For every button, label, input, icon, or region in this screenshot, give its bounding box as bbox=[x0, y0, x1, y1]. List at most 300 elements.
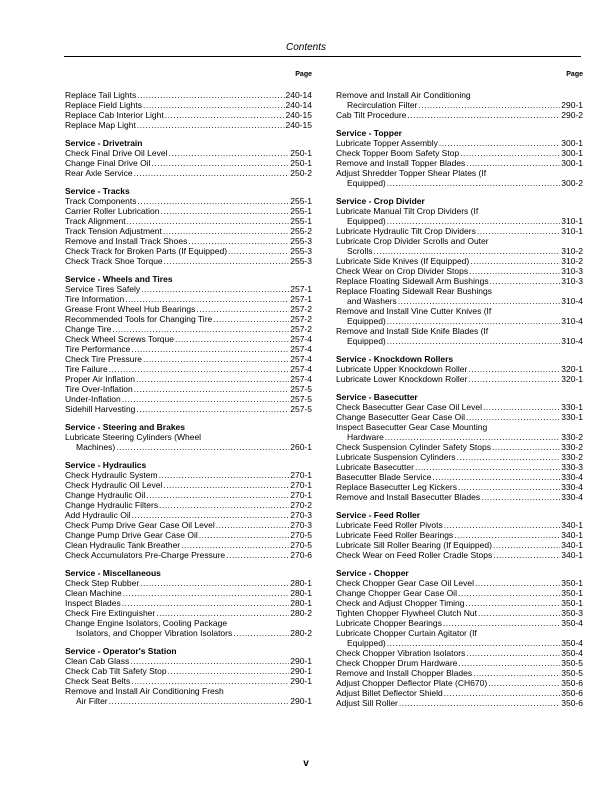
toc-entry-page: 350-1 bbox=[561, 578, 583, 588]
dot-leader bbox=[169, 148, 290, 158]
toc-entry-title: Change Engine Isolators, Cooling Package bbox=[65, 618, 228, 628]
toc-entry-title: Equipped) bbox=[347, 216, 386, 226]
toc-entry-page: 257-2 bbox=[290, 324, 312, 334]
toc-entry-page: 257-4 bbox=[290, 334, 312, 344]
toc-entry[interactable] bbox=[336, 540, 583, 550]
toc-entry-title: Clean Hydraulic Tank Breather bbox=[65, 540, 181, 550]
toc-entry-page: 350-5 bbox=[561, 668, 583, 678]
dot-leader bbox=[468, 374, 560, 384]
toc-entry[interactable] bbox=[336, 110, 583, 120]
section-heading: Service - Tracks bbox=[65, 186, 130, 196]
dot-leader bbox=[138, 196, 290, 206]
toc-entry-title: Clean Cab Glass bbox=[65, 656, 130, 666]
toc-entry[interactable] bbox=[65, 550, 312, 560]
dot-leader bbox=[432, 472, 560, 482]
toc-entry[interactable] bbox=[336, 364, 583, 374]
intro-entries bbox=[336, 90, 583, 120]
intro-entries bbox=[65, 90, 312, 130]
toc-entry[interactable] bbox=[65, 158, 312, 168]
toc-entry[interactable] bbox=[336, 422, 583, 442]
toc-entry-page: 257-4 bbox=[290, 354, 312, 364]
toc-entry[interactable] bbox=[65, 374, 312, 384]
toc-entry[interactable] bbox=[65, 100, 312, 110]
toc-entry-title: Check Track Shoe Torque bbox=[65, 256, 163, 266]
toc-entry[interactable] bbox=[65, 354, 312, 364]
toc-entry[interactable] bbox=[65, 510, 312, 520]
toc-entry[interactable] bbox=[65, 686, 312, 706]
toc-entry[interactable] bbox=[65, 324, 312, 334]
toc-entry-page: 257-5 bbox=[290, 384, 312, 394]
toc-entry[interactable] bbox=[65, 304, 312, 314]
toc-entry-title: Lubricate Lower Knockdown Roller bbox=[336, 374, 468, 384]
toc-entry[interactable] bbox=[65, 196, 312, 206]
toc-entry[interactable] bbox=[65, 256, 312, 266]
toc-entry[interactable] bbox=[336, 236, 583, 256]
toc-entry[interactable] bbox=[336, 276, 583, 286]
dot-leader bbox=[233, 628, 289, 638]
toc-entry-page: 340-1 bbox=[561, 540, 583, 550]
toc-entry-page: 350-4 bbox=[561, 638, 583, 648]
toc-entry-page: 330-1 bbox=[561, 412, 583, 422]
toc-entry[interactable] bbox=[336, 668, 583, 678]
toc-entry-title: Machines) bbox=[76, 442, 116, 452]
toc-entry-title: Remove and Install Chopper Blades bbox=[336, 668, 473, 678]
toc-entry-page: 257-5 bbox=[290, 404, 312, 414]
dot-leader bbox=[164, 256, 290, 266]
toc-entry-page: 330-1 bbox=[561, 402, 583, 412]
sections bbox=[336, 128, 583, 708]
dot-leader bbox=[444, 520, 560, 530]
toc-entry-title: Replace Map Light bbox=[65, 120, 136, 130]
toc-entry[interactable] bbox=[65, 500, 312, 510]
dot-leader bbox=[134, 384, 290, 394]
toc-entry-title: Replace Field Lights bbox=[65, 100, 143, 110]
toc-entry[interactable] bbox=[65, 432, 312, 452]
toc-entry[interactable] bbox=[65, 246, 312, 256]
dot-leader bbox=[466, 412, 560, 422]
dot-leader bbox=[216, 520, 289, 530]
toc-entry-page: 255-1 bbox=[290, 196, 312, 206]
toc-entry-title: Remove and Install Air Conditioning bbox=[336, 90, 471, 100]
dot-leader bbox=[143, 100, 285, 110]
toc-entry-page: 340-1 bbox=[561, 530, 583, 540]
toc-entry-page: 255-1 bbox=[290, 206, 312, 216]
toc-entry[interactable] bbox=[65, 540, 312, 550]
toc-entry-page: 350-6 bbox=[561, 688, 583, 698]
toc-entry[interactable] bbox=[336, 550, 583, 560]
toc-entry[interactable] bbox=[336, 598, 583, 608]
toc-entry-page: 340-1 bbox=[561, 520, 583, 530]
section-heading: Service - Miscellaneous bbox=[65, 568, 161, 578]
toc-entry-title: Change Hydraulic Oil bbox=[65, 490, 146, 500]
toc-entry-title: Cab Tilt Procedure bbox=[336, 110, 407, 120]
dot-leader bbox=[454, 530, 560, 540]
dot-leader bbox=[387, 178, 560, 188]
toc-entry[interactable] bbox=[65, 90, 312, 100]
toc-entry[interactable] bbox=[65, 480, 312, 490]
toc-entry-title: Remove and Install Topper Blades bbox=[336, 158, 466, 168]
toc-entry-page: 310-1 bbox=[561, 226, 583, 236]
toc-entry-title: Check Wear on Crop Divider Stops bbox=[336, 266, 469, 276]
toc-entry[interactable] bbox=[65, 598, 312, 608]
toc-entry-page: 257-4 bbox=[290, 344, 312, 354]
section-heading: Service - Operator's Station bbox=[65, 646, 177, 656]
toc-entry[interactable] bbox=[336, 530, 583, 540]
toc-entry-title: Check Suspension Cylinder Safety Stops bbox=[336, 442, 491, 452]
toc-entry-title: Change Hydraulic Filters bbox=[65, 500, 159, 510]
toc-entry-title: Check Step Rubber bbox=[65, 578, 140, 588]
dot-leader bbox=[481, 492, 560, 502]
toc-entry-title: Track Alignment bbox=[65, 216, 126, 226]
toc-entry-page: 310-3 bbox=[561, 276, 583, 286]
toc-entry-page: 350-6 bbox=[561, 698, 583, 708]
toc-entry-page: 257-4 bbox=[290, 364, 312, 374]
toc-entry-title: Lubricate Chopper Bearings bbox=[336, 618, 442, 628]
toc-entry-title: Under-Inflation bbox=[65, 394, 121, 404]
toc-entry-title: Check Accumulators Pre-Charge Pressure bbox=[65, 550, 226, 560]
toc-entry-title: Lubricate Side Knives (If Equipped) bbox=[336, 256, 470, 266]
toc-entry-title: Inspect Blades bbox=[65, 598, 121, 608]
toc-entry-page: 310-4 bbox=[561, 316, 583, 326]
toc-entry-page: 300-1 bbox=[561, 148, 583, 158]
toc-entry-page: 270-1 bbox=[290, 480, 312, 490]
toc-entry-title: Check Chopper Gear Case Oil Level bbox=[336, 578, 474, 588]
toc-entry[interactable] bbox=[65, 384, 312, 394]
toc-entry[interactable] bbox=[65, 236, 312, 246]
toc-entry[interactable] bbox=[65, 148, 312, 158]
toc-entry[interactable] bbox=[65, 120, 312, 130]
toc-entry-title: Track Tension Adjustment bbox=[65, 226, 162, 236]
toc-entry-page: 290-1 bbox=[290, 656, 312, 666]
toc-entry-page: 280-1 bbox=[290, 588, 312, 598]
toc-entry-title: Lubricate Steering Cylinders (Wheel bbox=[65, 432, 202, 442]
toc-entry-page: 350-1 bbox=[561, 598, 583, 608]
toc-entry-title: Lubricate Upper Knockdown Roller bbox=[336, 364, 468, 374]
toc-entry-page: 240-14 bbox=[285, 90, 312, 100]
toc-entry-title: Lubricate Sill Roller Bearing (If Equipped) bbox=[336, 540, 492, 550]
toc-entry-title: Replace Floating Sidewall Arm Bushings bbox=[336, 276, 489, 286]
toc-entry-page: 330-4 bbox=[561, 472, 583, 482]
toc-entry[interactable] bbox=[65, 666, 312, 676]
toc-entry[interactable] bbox=[65, 344, 312, 354]
toc-entry[interactable] bbox=[65, 334, 312, 344]
dot-leader bbox=[163, 480, 289, 490]
toc-entry-title: Change Chopper Gear Case Oil bbox=[336, 588, 457, 598]
page-number: v bbox=[303, 758, 309, 769]
toc-entry-page: 290-1 bbox=[290, 666, 312, 676]
toc-entry-page: 270-6 bbox=[290, 550, 312, 560]
dot-leader bbox=[492, 442, 560, 452]
dot-leader bbox=[228, 246, 289, 256]
toc-entry-title: Check Topper Boom Safety Stop bbox=[336, 148, 460, 158]
toc-entry-title: Carrier Roller Lubrication bbox=[65, 206, 160, 216]
toc-entry[interactable] bbox=[336, 286, 583, 306]
toc-entry[interactable] bbox=[336, 482, 583, 492]
toc-column-right bbox=[336, 68, 583, 708]
section-heading: Service - Topper bbox=[336, 128, 402, 138]
toc-entry-page: 255-3 bbox=[290, 246, 312, 256]
toc-entry-title: Remove and Install Basecutter Blades bbox=[336, 492, 481, 502]
toc-entry-title: Lubricate Manual Tilt Crop Dividers (If bbox=[336, 206, 479, 216]
dot-leader bbox=[127, 216, 290, 226]
toc-entry-title: Inspect Basecutter Gear Case Mounting bbox=[336, 422, 488, 432]
toc-entry[interactable] bbox=[65, 394, 312, 404]
toc-entry-page: 300-2 bbox=[561, 178, 583, 188]
toc-entry[interactable] bbox=[336, 158, 583, 168]
toc-entry[interactable] bbox=[336, 306, 583, 326]
toc-entry-page: 257-1 bbox=[290, 294, 312, 304]
toc-entry[interactable] bbox=[336, 90, 583, 110]
toc-entry[interactable] bbox=[65, 656, 312, 666]
toc-entry[interactable] bbox=[336, 628, 583, 648]
toc-entry[interactable] bbox=[65, 364, 312, 374]
dot-leader bbox=[418, 100, 560, 110]
dot-leader bbox=[160, 206, 289, 216]
toc-entry[interactable] bbox=[336, 698, 583, 708]
dot-leader bbox=[213, 314, 289, 324]
toc-entry[interactable] bbox=[65, 530, 312, 540]
toc-entry-page: 270-5 bbox=[290, 540, 312, 550]
dot-leader bbox=[458, 588, 560, 598]
toc-entry[interactable] bbox=[65, 490, 312, 500]
toc-entry-title: Equipped) bbox=[347, 336, 386, 346]
toc-entry-page: 270-5 bbox=[290, 530, 312, 540]
toc-entry[interactable] bbox=[336, 608, 583, 618]
toc-entry-title: Check Cab Tilt Safety Stop bbox=[65, 666, 167, 676]
toc-entry-page: 350-3 bbox=[561, 608, 583, 618]
toc-entry[interactable] bbox=[336, 326, 583, 346]
toc-entry-title: Remove and Install Side Knife Blades (If bbox=[336, 326, 489, 336]
dot-leader bbox=[443, 618, 560, 628]
dot-leader bbox=[131, 344, 289, 354]
toc-entry-title: Recommended Tools for Changing Tire bbox=[65, 314, 213, 324]
toc-entry-title: Isolators, and Chopper Vibration Isolators bbox=[76, 628, 233, 638]
section-heading: Service - Drivetrain bbox=[65, 138, 143, 148]
toc-entry[interactable] bbox=[65, 404, 312, 414]
dot-leader bbox=[109, 364, 290, 374]
toc-entry-page: 280-1 bbox=[290, 578, 312, 588]
toc-entry-title: Lubricate Suspension Cylinders bbox=[336, 452, 456, 462]
dot-leader bbox=[477, 226, 560, 236]
toc-entry-page: 250-2 bbox=[290, 168, 312, 178]
dot-leader bbox=[468, 364, 560, 374]
toc-entry-title: Remove and Install Air Conditioning Fresh bbox=[65, 686, 224, 696]
dot-leader bbox=[385, 432, 560, 442]
toc-entry[interactable] bbox=[336, 452, 583, 462]
dot-leader bbox=[478, 608, 560, 618]
toc-entry[interactable] bbox=[65, 676, 312, 686]
toc-entry[interactable] bbox=[65, 588, 312, 598]
toc-entry[interactable] bbox=[65, 520, 312, 530]
toc-entry-title: Adjust Billet Deflector Shield bbox=[336, 688, 443, 698]
toc-entry[interactable] bbox=[336, 578, 583, 588]
toc-entry[interactable] bbox=[336, 148, 583, 158]
dot-leader bbox=[163, 226, 289, 236]
toc-entry-page: 280-2 bbox=[290, 628, 312, 638]
dot-leader bbox=[159, 500, 289, 510]
dot-leader bbox=[226, 550, 289, 560]
toc-entry[interactable] bbox=[336, 266, 583, 276]
toc-entry-page: 270-3 bbox=[290, 510, 312, 520]
toc-entry-title: Check Wheel Screws Torque bbox=[65, 334, 174, 344]
dot-leader bbox=[407, 110, 560, 120]
dot-leader bbox=[469, 266, 560, 276]
toc-entry-page: 330-2 bbox=[561, 432, 583, 442]
toc-entry[interactable] bbox=[336, 472, 583, 482]
dot-leader bbox=[199, 530, 289, 540]
dot-leader bbox=[159, 470, 290, 480]
toc-entry-page: 300-1 bbox=[561, 158, 583, 168]
toc-entry-page: 290-2 bbox=[561, 110, 583, 120]
toc-entry-page: 240-15 bbox=[285, 110, 312, 120]
dot-leader bbox=[152, 158, 290, 168]
toc-entry-title: Scrolls bbox=[347, 246, 373, 256]
toc-entry-title: Remove and Install Vine Cutter Knives (If bbox=[336, 306, 492, 316]
dot-leader bbox=[387, 216, 560, 226]
toc-entry-page: 257-2 bbox=[290, 314, 312, 324]
dot-leader bbox=[109, 696, 290, 706]
toc-entry-title: Rear Axle Service bbox=[65, 168, 133, 178]
toc-entry-page: 310-4 bbox=[561, 336, 583, 346]
toc-entry-page: 330-3 bbox=[561, 462, 583, 472]
toc-entry[interactable] bbox=[336, 462, 583, 472]
toc-entry[interactable] bbox=[336, 138, 583, 148]
dot-leader bbox=[387, 316, 560, 326]
toc-entry[interactable] bbox=[65, 216, 312, 226]
toc-entry-page: 280-1 bbox=[290, 598, 312, 608]
toc-entry-title: Lubricate Feed Roller Pivots bbox=[336, 520, 443, 530]
toc-entry-title: Tire Failure bbox=[65, 364, 108, 374]
toc-entry-page: 257-2 bbox=[290, 304, 312, 314]
toc-entry[interactable] bbox=[65, 608, 312, 618]
toc-entry[interactable] bbox=[65, 168, 312, 178]
toc-entry-page: 260-1 bbox=[290, 442, 312, 452]
dot-leader bbox=[168, 666, 290, 676]
toc-entry-title: Check Chopper Drum Hardware bbox=[336, 658, 458, 668]
toc-entry[interactable] bbox=[336, 442, 583, 452]
toc-entry[interactable] bbox=[65, 618, 312, 638]
toc-entry[interactable] bbox=[336, 226, 583, 236]
dot-leader bbox=[181, 540, 289, 550]
toc-entry[interactable] bbox=[65, 470, 312, 480]
page-header-title: Contents bbox=[285, 42, 327, 53]
toc-entry-title: Lubricate Crop Divider Scrolls and Outer bbox=[336, 236, 489, 246]
toc-entry-page: 255-3 bbox=[290, 236, 312, 246]
dot-leader bbox=[460, 148, 560, 158]
toc-entry-title: Check Basecutter Gear Case Oil Level bbox=[336, 402, 482, 412]
toc-entry-title: Lubricate Basecutter bbox=[336, 462, 414, 472]
toc-entry[interactable] bbox=[336, 588, 583, 598]
dot-leader bbox=[458, 658, 560, 668]
toc-entry[interactable] bbox=[336, 374, 583, 384]
toc-entry-title: Air Filter bbox=[76, 696, 108, 706]
toc-entry-title: Hardware bbox=[347, 432, 384, 442]
toc-entry-title: Tire Over-Inflation bbox=[65, 384, 133, 394]
toc-entry-page: 330-2 bbox=[561, 452, 583, 462]
toc-entry-page: 340-1 bbox=[561, 550, 583, 560]
toc-entry-title: Service Tires Safely bbox=[65, 284, 141, 294]
toc-entry-page: 255-3 bbox=[290, 256, 312, 266]
toc-entry[interactable] bbox=[65, 314, 312, 324]
dot-leader bbox=[473, 668, 560, 678]
toc-entry[interactable] bbox=[336, 402, 583, 412]
toc-entry-page: 310-4 bbox=[561, 296, 583, 306]
dot-leader bbox=[488, 678, 560, 688]
dot-leader bbox=[134, 168, 290, 178]
toc-entry-title: Check and Adjust Chopper Timing bbox=[336, 598, 465, 608]
toc-entry[interactable] bbox=[336, 658, 583, 668]
sections bbox=[65, 138, 312, 706]
toc-entry-title: Check Pump Drive Gear Case Oil Level bbox=[65, 520, 215, 530]
dot-leader bbox=[188, 236, 289, 246]
dot-leader bbox=[415, 462, 560, 472]
page-column-label: Page bbox=[566, 71, 583, 78]
toc-entry[interactable] bbox=[336, 618, 583, 628]
toc-entry[interactable] bbox=[65, 206, 312, 216]
toc-entry-title: Change Final Drive Oil bbox=[65, 158, 151, 168]
dot-leader bbox=[143, 354, 289, 364]
section-heading: Service - Crop Divider bbox=[336, 196, 425, 206]
toc-entry[interactable] bbox=[336, 206, 583, 226]
toc-entry-title: Tighten Chopper Flywheel Clutch Nut bbox=[336, 608, 477, 618]
toc-entry-title: Replace Cab Interior Light bbox=[65, 110, 164, 120]
toc-entry-page: 350-5 bbox=[561, 658, 583, 668]
dot-leader bbox=[136, 374, 289, 384]
dot-leader bbox=[146, 490, 289, 500]
dot-leader bbox=[470, 256, 560, 266]
toc-entry-title: Clean Machine bbox=[65, 588, 122, 598]
dot-leader bbox=[466, 598, 561, 608]
dot-leader bbox=[466, 158, 560, 168]
toc-entry[interactable] bbox=[336, 648, 583, 658]
section-heading: Service - Wheels and Tires bbox=[65, 274, 173, 284]
toc-entry[interactable] bbox=[65, 284, 312, 294]
toc-entry-title: Change Basecutter Gear Case Oil bbox=[336, 412, 465, 422]
toc-entry[interactable] bbox=[65, 226, 312, 236]
toc-entry-title: Proper Air Inflation bbox=[65, 374, 135, 384]
toc-entry[interactable] bbox=[336, 412, 583, 422]
dot-leader bbox=[444, 688, 560, 698]
dot-leader bbox=[387, 336, 560, 346]
toc-entry[interactable] bbox=[65, 110, 312, 120]
toc-entry-title: Track Components bbox=[65, 196, 137, 206]
toc-entry[interactable] bbox=[336, 168, 583, 188]
toc-column-left bbox=[65, 68, 312, 706]
dot-leader bbox=[466, 648, 560, 658]
toc-entry-page: 257-4 bbox=[290, 374, 312, 384]
toc-entry-title: Check Final Drive Oil Level bbox=[65, 148, 168, 158]
dot-leader bbox=[457, 452, 561, 462]
dot-leader bbox=[122, 394, 289, 404]
toc-entry-page: 257-5 bbox=[290, 394, 312, 404]
toc-entry[interactable] bbox=[336, 678, 583, 688]
toc-entry[interactable] bbox=[336, 256, 583, 266]
toc-entry[interactable] bbox=[65, 578, 312, 588]
toc-entry[interactable] bbox=[65, 294, 312, 304]
dot-leader bbox=[374, 246, 561, 256]
toc-entry[interactable] bbox=[336, 492, 583, 502]
toc-entry-title: Change Tire bbox=[65, 324, 112, 334]
toc-entry-title: Replace Floating Sidewall Rear Bushings bbox=[336, 286, 492, 296]
toc-entry-title: Equipped) bbox=[347, 638, 386, 648]
toc-entry-title: Adjust Sill Roller bbox=[336, 698, 398, 708]
dot-leader bbox=[493, 550, 560, 560]
toc-entry[interactable] bbox=[336, 520, 583, 530]
toc-entry[interactable] bbox=[336, 688, 583, 698]
toc-entry-title: Lubricate Feed Roller Bearings bbox=[336, 530, 454, 540]
toc-entry-page: 310-2 bbox=[561, 256, 583, 266]
dot-leader bbox=[458, 482, 560, 492]
